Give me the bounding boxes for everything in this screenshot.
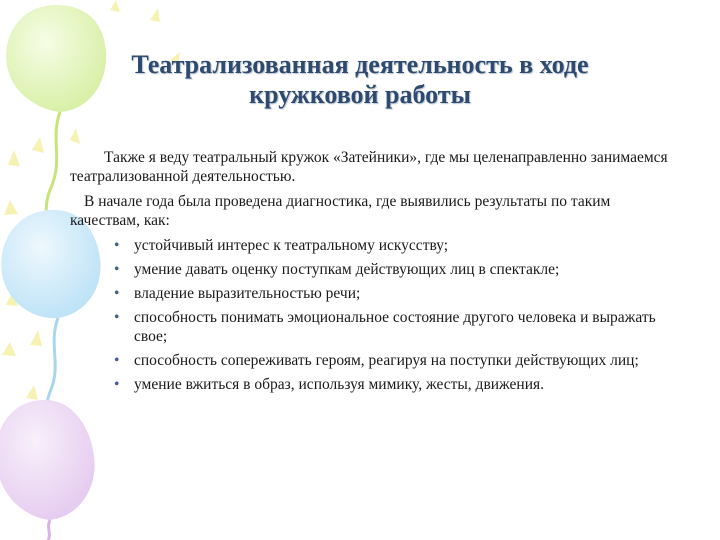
qualities-list: [70, 236, 670, 394]
bullet-icon: •: [114, 309, 120, 326]
list-item: • владение выразительностью речи;: [114, 285, 361, 302]
list-item: • способность понимать эмоциональное состояние другого человека и выражать свое;: [114, 309, 656, 345]
list-item: • устойчивый интерес к театральному искусству;: [114, 237, 449, 254]
list-item: • умение вжиться в образ, используя мимику, жесты, движения.: [114, 376, 545, 393]
intro-paragraph: Также я веду театральный кружок «Затейники», где мы целенаправленно занимаемся театрализованной деятельностью.: [70, 149, 668, 185]
bullet-icon: •: [114, 261, 120, 278]
bullet-icon: •: [114, 285, 120, 302]
slide-title: Театрализованная деятельность в ходе кружковой работы: [131, 50, 589, 109]
bullet-icon: •: [114, 376, 120, 393]
slide-body: [70, 148, 670, 399]
purple-balloon-icon: [0, 400, 95, 540]
list-item: • умение давать оценку поступкам действующих лиц в спектакле;: [114, 261, 560, 278]
diagnostics-paragraph: В начале года была проведена диагностика, где выявились результаты по таким качествам, как:: [70, 193, 611, 229]
list-item: • способность сопереживать героям, реагируя на поступки действующих лиц;: [114, 352, 639, 369]
bullet-icon: •: [114, 352, 120, 369]
bullet-icon: •: [114, 237, 120, 254]
